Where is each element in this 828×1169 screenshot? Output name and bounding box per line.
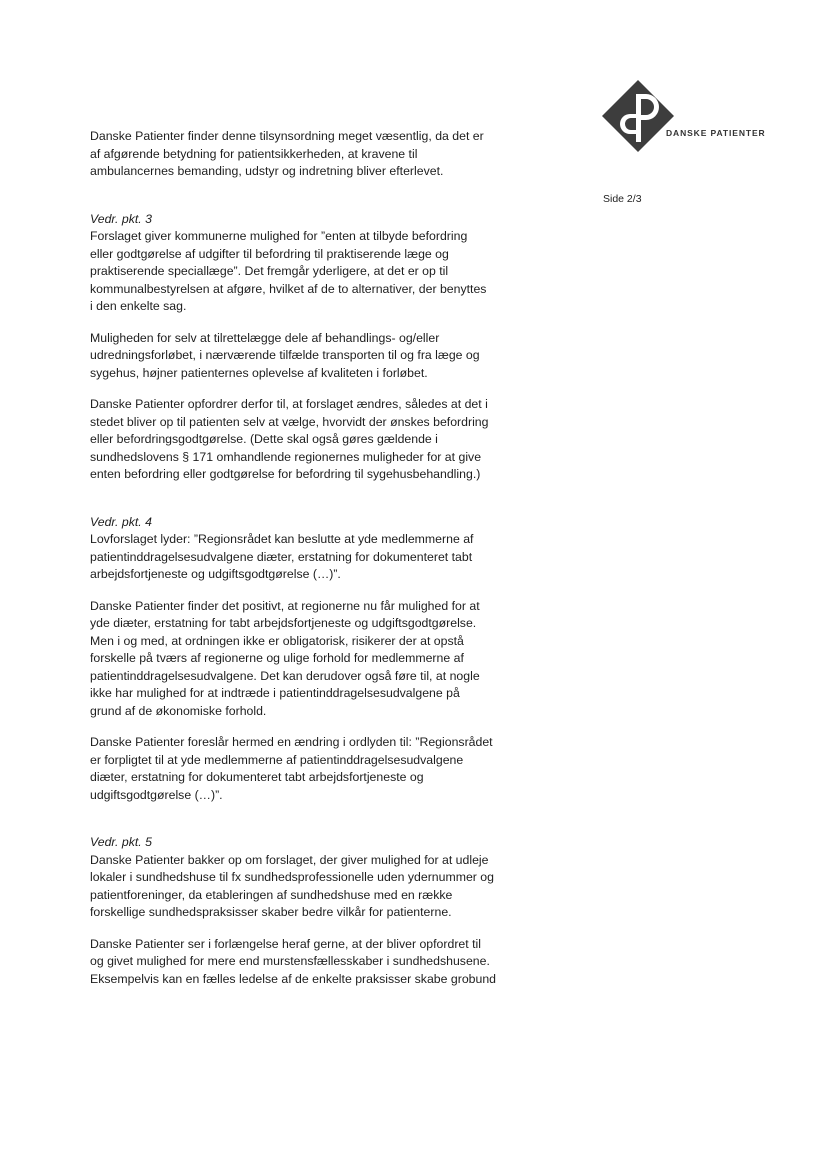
body-line: Danske Patienter finder det positivt, at regionerne nu får mulighed for at (90, 598, 480, 613)
page-number: Side 2/3 (603, 193, 642, 205)
body-line: praktiserende speciallæge”. Det fremgår yderligere, at det er op til (90, 264, 449, 278)
body-line: eller godtgørelse af udgifter til befordring til praktiserende læge og (90, 246, 449, 261)
body-line: diæter, erstatning for dokumenteret tabt arbejdsfortjeneste og (90, 770, 424, 784)
body-line: ikke har mulighed for at indtræde i patientinddragelsesudvalgene på (90, 686, 460, 700)
body-line: i den enkelte sag. (90, 299, 187, 313)
body-line: forskelle på tværs af regionerne og ulige forhold for medlemmerne af (90, 651, 464, 665)
body-line: kommunalbestyrelsen at afgøre, hvilket af de to alternativer, der benyttes (90, 281, 487, 296)
body-line: yde diæter, erstatning for tabt arbejdsfortjeneste og udgiftsgodtgørelse. (90, 616, 477, 630)
body-line: patientforeninger, da etableringen af sundhedshuse med en række (90, 887, 453, 902)
body-line: Lovforslaget lyder: ”Regionsrådet kan beslutte at yde medlemmerne af (90, 532, 474, 546)
body-line: af afgørende betydning for patientsikkerheden, at kravene til (90, 146, 418, 161)
body-line: Danske Patienter ser i forlængelse heraf gerne, at der bliver opfordret til (90, 936, 481, 951)
body-line: ambulancernes bemanding, udstyr og indretning bliver efterlevet. (90, 164, 444, 178)
danske-patienter-logo (600, 78, 770, 158)
body-line: Danske Patienter opfordrer derfor til, at forslaget ændres, således at det i (90, 397, 488, 411)
section-heading: Vedr. pkt. 5 (90, 835, 152, 849)
body-line: Men i og med, at ordningen ikke er obligatorisk, risikerer der at opstå (90, 633, 464, 648)
body-line: sundhedslovens § 171 omhandlende regionernes muligheder for at give (90, 449, 482, 464)
body-line: lokaler i sundhedshuse til fx sundhedsprofessionelle uden ydernummer og (90, 870, 494, 884)
body-line: grund af de økonomiske forhold. (90, 703, 267, 718)
logo-wordmark: DANSKE PATIENTER (666, 128, 766, 138)
body-line: udredningsforløbet, i nærværende tilfælde transporten til og fra læge og (90, 348, 480, 362)
body-line: eller befordringsgodtgørelse. (Dette skal også gøres gældende i (90, 432, 438, 446)
body-line: udgiftsgodtgørelse (…)”. (90, 787, 223, 802)
body-line: forskellige sundhedspraksisser skaber bedre vilkår for patienterne. (90, 905, 452, 919)
section-heading: Vedr. pkt. 4 (90, 514, 152, 529)
body-line: Danske Patienter finder denne tilsynsordning meget væsentlig, da det er (90, 129, 484, 143)
logo-diamond-icon (600, 78, 680, 158)
body-line: patientinddragelsesudvalgene. Det kan derudover også føre til, at nogle (90, 668, 480, 683)
body-line: Eksempelvis kan en fælles ledelse af de enkelte praksisser skabe grobund (90, 971, 497, 986)
body-line: Forslaget giver kommunerne mulighed for ”enten at tilbyde befordring (90, 229, 468, 243)
section-heading: Vedr. pkt. 3 (90, 211, 152, 226)
body-line: og givet mulighed for mere end murstensfællesskaber i sundhedshusene. (90, 954, 490, 968)
body-line: er forpligtet til at yde medlemmerne af patientinddragelsesudvalgene (90, 752, 464, 767)
body-line: sygehus, højner patienternes oplevelse af kvaliteten i forløbet. (90, 365, 428, 380)
body-line: Muligheden for selv at tilrettelægge dele af behandlings- og/eller (90, 330, 440, 345)
body-line: arbejdsfortjeneste og udgiftsgodtgørelse (…)”. (90, 567, 341, 581)
body-line: patientinddragelsesudvalgene diæter, erstatning for dokumenteret tabt (90, 549, 473, 564)
letter-body (90, 128, 540, 988)
body-line: Danske Patienter foreslår hermed en ændring i ordlyden til: ”Regionsrådet (90, 735, 493, 749)
body-line: stedet bliver op til patienten selv at vælge, hvorvidt der ønskes befordring (90, 414, 489, 429)
body-line: enten befordring eller godtgørelse for befordring til sygehusbehandling.) (90, 467, 481, 481)
body-line: Danske Patienter bakker op om forslaget, der giver mulighed for at udleje (90, 852, 489, 867)
